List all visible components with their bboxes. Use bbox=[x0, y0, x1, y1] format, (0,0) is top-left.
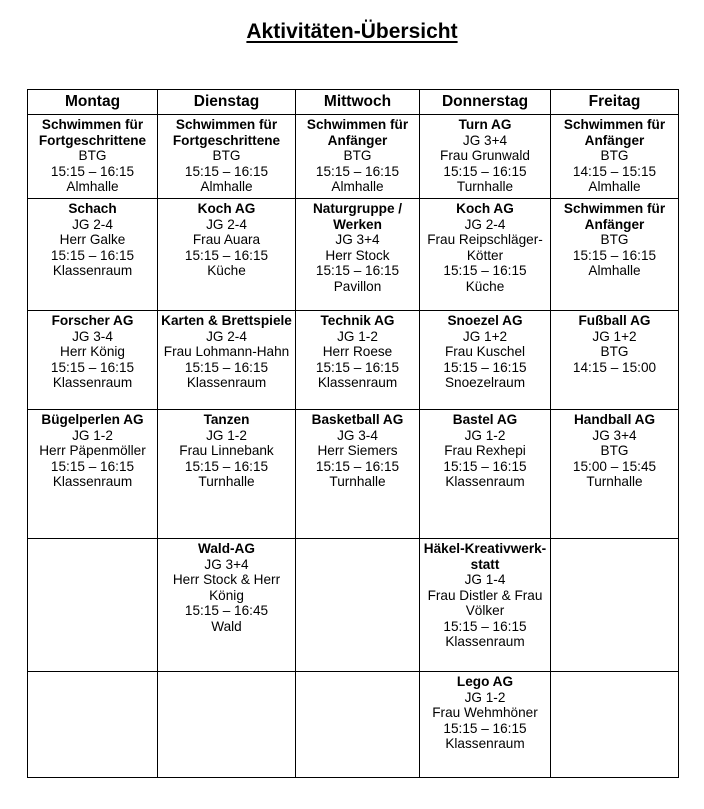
activity-detail: 15:15 – 16:15 bbox=[443, 618, 527, 634]
activity-detail: Almhalle bbox=[200, 179, 253, 194]
activity-detail: Herr Stock & Herr König bbox=[172, 572, 281, 603]
empty-cell bbox=[28, 672, 158, 778]
activity-detail: JG 3-4 bbox=[337, 427, 378, 443]
activity-detail: JG 2-4 bbox=[72, 216, 113, 232]
activity-detail: Almhalle bbox=[588, 263, 641, 278]
activity-title: Schwimmen für Fortgeschrittene bbox=[172, 117, 281, 148]
activity-detail: Wald bbox=[211, 618, 242, 634]
activity-cell bbox=[420, 410, 551, 539]
activity-detail: Turnhalle bbox=[198, 474, 255, 489]
activity-cell bbox=[296, 311, 420, 410]
activity-detail: 15:15 – 16:15 bbox=[315, 359, 400, 375]
activity-detail: JG 2-4 bbox=[464, 216, 506, 232]
activity-detail: 14:15 – 15:15 bbox=[572, 163, 657, 179]
activity-detail: 15:15 – 16:15 bbox=[443, 720, 527, 736]
activity-title: Fußball AG bbox=[578, 313, 651, 328]
activity-detail: Almhalle bbox=[66, 179, 119, 194]
activity-detail: Turnhalle bbox=[456, 179, 514, 194]
activity-detail: 15:15 – 16:15 bbox=[50, 458, 135, 474]
activity-detail: Pavillon bbox=[333, 278, 382, 294]
activity-title: Häkel-Kreativwerk-statt bbox=[423, 541, 547, 572]
empty-cell bbox=[551, 672, 679, 778]
empty-cell bbox=[158, 672, 296, 778]
activity-detail: Almhalle bbox=[588, 179, 641, 194]
day-header: Donnerstag bbox=[420, 90, 551, 115]
activity-detail: JG 1-4 bbox=[464, 572, 506, 587]
activity-detail: Küche bbox=[207, 263, 246, 278]
activity-detail: 15:15 – 16:15 bbox=[443, 263, 527, 278]
activity-title: Schwimmen für Anfänger bbox=[563, 117, 666, 148]
activity-cell bbox=[28, 199, 158, 311]
activity-detail: 15:00 – 15:45 bbox=[572, 458, 657, 474]
activity-detail: Klassenraum bbox=[445, 634, 525, 649]
activity-title: Basketball AG bbox=[311, 412, 404, 427]
activity-title: Bastel AG bbox=[452, 412, 518, 427]
activity-cell bbox=[420, 311, 551, 410]
activity-title: Tanzen bbox=[203, 412, 250, 427]
activity-detail: BTG bbox=[600, 344, 629, 359]
empty-cell bbox=[296, 539, 420, 672]
activity-detail: JG 1-2 bbox=[337, 328, 378, 344]
activity-detail: JG 3+4 bbox=[335, 232, 380, 247]
activity-detail: Snoezelraum bbox=[444, 375, 526, 390]
activity-cell bbox=[296, 115, 420, 199]
activity-detail: 14:15 – 15:00 bbox=[572, 359, 657, 375]
activity-detail: Frau Kuschel bbox=[444, 344, 526, 359]
activity-detail: Turnhalle bbox=[586, 474, 643, 489]
activity-detail: 15:15 – 16:15 bbox=[443, 458, 527, 474]
activity-cell bbox=[158, 410, 296, 539]
activity-detail: Herr Siemers bbox=[317, 443, 398, 458]
table-row bbox=[28, 410, 679, 539]
activity-detail: 15:15 – 16:15 bbox=[184, 163, 269, 179]
activity-detail: 15:15 – 16:15 bbox=[443, 359, 527, 375]
activity-title: Schwimmen für Fortgeschrittene bbox=[38, 117, 147, 148]
activity-detail: Frau Reipschläger-Kötter bbox=[427, 232, 543, 263]
activity-title: Koch AG bbox=[456, 201, 514, 216]
activity-title: Lego AG bbox=[456, 674, 514, 689]
activity-detail: 15:15 – 16:15 bbox=[315, 263, 400, 278]
activity-detail: 15:15 – 16:15 bbox=[184, 458, 269, 474]
activity-detail: JG 1-2 bbox=[72, 427, 113, 443]
activity-title: Wald-AG bbox=[198, 541, 255, 556]
activity-detail: JG 3-4 bbox=[72, 328, 113, 344]
activity-detail: 15:15 – 16:15 bbox=[184, 359, 269, 375]
activity-detail: 15:15 – 16:15 bbox=[50, 247, 135, 263]
activity-title: Karten & Brettspiele bbox=[161, 313, 292, 328]
activity-cell bbox=[158, 115, 296, 199]
activity-detail: JG 2-4 bbox=[206, 216, 247, 232]
activity-title: Technik AG bbox=[320, 313, 395, 328]
activity-title: Turn AG bbox=[458, 117, 512, 132]
table-row bbox=[28, 199, 679, 311]
activity-detail: JG 1+2 bbox=[462, 328, 508, 344]
activity-detail: 15:15 – 16:15 bbox=[443, 163, 527, 179]
header-row bbox=[28, 90, 679, 115]
activity-detail: 15:15 – 16:15 bbox=[315, 458, 400, 474]
activity-title: Snoezel AG bbox=[447, 313, 523, 328]
activity-detail: JG 1-2 bbox=[206, 427, 247, 443]
empty-cell bbox=[28, 539, 158, 672]
activity-cell bbox=[28, 115, 158, 199]
activity-cell bbox=[28, 311, 158, 410]
activity-title: Handball AG bbox=[573, 412, 656, 427]
activity-detail: Klassenraum bbox=[317, 375, 398, 390]
activity-detail: Herr Galke bbox=[59, 232, 126, 247]
day-header: Montag bbox=[28, 90, 158, 115]
activity-detail: JG 1-2 bbox=[464, 427, 506, 443]
activity-detail: 15:15 – 16:15 bbox=[184, 247, 269, 263]
activity-detail: JG 3+4 bbox=[204, 556, 249, 572]
activity-cell bbox=[551, 199, 679, 311]
activity-detail: BTG bbox=[600, 232, 629, 247]
activity-title: Koch AG bbox=[197, 201, 256, 216]
activity-detail: Turnhalle bbox=[329, 474, 386, 489]
activity-detail: Klassenraum bbox=[52, 474, 133, 489]
activity-cell bbox=[551, 115, 679, 199]
activity-cell bbox=[420, 199, 551, 311]
activity-detail: BTG bbox=[600, 148, 629, 163]
activity-detail: Herr König bbox=[60, 344, 125, 359]
table-row bbox=[28, 672, 679, 778]
activity-detail: 15:15 – 16:15 bbox=[50, 359, 135, 375]
activity-detail: Frau Linnebank bbox=[179, 443, 274, 458]
activity-detail: BTG bbox=[212, 148, 241, 163]
activity-table bbox=[27, 89, 679, 778]
activity-detail: JG 3+4 bbox=[592, 427, 637, 443]
activity-detail: Küche bbox=[465, 278, 505, 294]
activity-detail: Frau Lohmann-Hahn bbox=[163, 344, 290, 359]
activity-detail: Frau Rexhepi bbox=[444, 443, 526, 458]
activity-detail: 15:15 – 16:15 bbox=[50, 163, 135, 179]
empty-cell bbox=[296, 672, 420, 778]
activity-detail: BTG bbox=[78, 148, 107, 163]
activity-detail: Frau Auara bbox=[192, 232, 261, 247]
page-title: Aktivitäten-Übersicht bbox=[246, 20, 458, 43]
day-header: Dienstag bbox=[158, 90, 296, 115]
activity-detail: Klassenraum bbox=[52, 263, 133, 278]
day-header: Mittwoch bbox=[296, 90, 420, 115]
activity-cell bbox=[158, 539, 296, 672]
activity-detail: 15:15 – 16:15 bbox=[315, 163, 400, 179]
table-row bbox=[28, 539, 679, 672]
activity-detail: JG 2-4 bbox=[206, 328, 247, 344]
activity-detail: Frau Distler & Frau Völker bbox=[427, 587, 543, 618]
table-row bbox=[28, 115, 679, 199]
activity-title: Naturgruppe / Werken bbox=[312, 201, 403, 232]
activity-cell bbox=[420, 115, 551, 199]
activity-detail: Klassenraum bbox=[52, 375, 133, 390]
activity-detail: Herr Stock bbox=[325, 247, 390, 263]
activity-detail: Klassenraum bbox=[445, 474, 525, 489]
activity-cell bbox=[551, 410, 679, 539]
activity-cell bbox=[296, 199, 420, 311]
activity-detail: JG 1-2 bbox=[464, 689, 506, 705]
activity-detail: Klassenraum bbox=[445, 736, 525, 751]
activity-cell bbox=[158, 311, 296, 410]
activity-detail: Klassenraum bbox=[186, 375, 267, 390]
activity-detail: JG 1+2 bbox=[592, 328, 637, 344]
activity-cell bbox=[158, 199, 296, 311]
activity-detail: Herr Päpenmöller bbox=[39, 443, 146, 458]
activity-title: Forscher AG bbox=[51, 313, 134, 328]
activity-detail: BTG bbox=[600, 443, 629, 458]
activity-cell bbox=[28, 410, 158, 539]
activity-cell bbox=[296, 410, 420, 539]
activity-cell bbox=[551, 311, 679, 410]
activity-detail: BTG bbox=[343, 148, 372, 163]
activity-title: Schach bbox=[68, 201, 117, 216]
activity-title: Schwimmen für Anfänger bbox=[563, 201, 666, 232]
activity-detail: 15:15 – 16:15 bbox=[572, 247, 657, 263]
day-header: Freitag bbox=[551, 90, 679, 115]
table-row bbox=[28, 311, 679, 410]
activity-detail: Herr Roese bbox=[322, 344, 393, 359]
empty-cell bbox=[551, 539, 679, 672]
activity-title: Schwimmen für Anfänger bbox=[306, 117, 409, 148]
activity-detail: JG 3+4 bbox=[462, 132, 508, 148]
activity-detail: Almhalle bbox=[331, 179, 384, 194]
activity-detail: Frau Wehmhöner bbox=[432, 705, 538, 720]
activity-detail: Frau Grunwald bbox=[440, 148, 530, 163]
activity-cell bbox=[420, 539, 551, 672]
activity-title: Bügelperlen AG bbox=[41, 412, 144, 427]
activity-cell bbox=[420, 672, 551, 778]
activity-detail: 15:15 – 16:45 bbox=[184, 603, 269, 618]
